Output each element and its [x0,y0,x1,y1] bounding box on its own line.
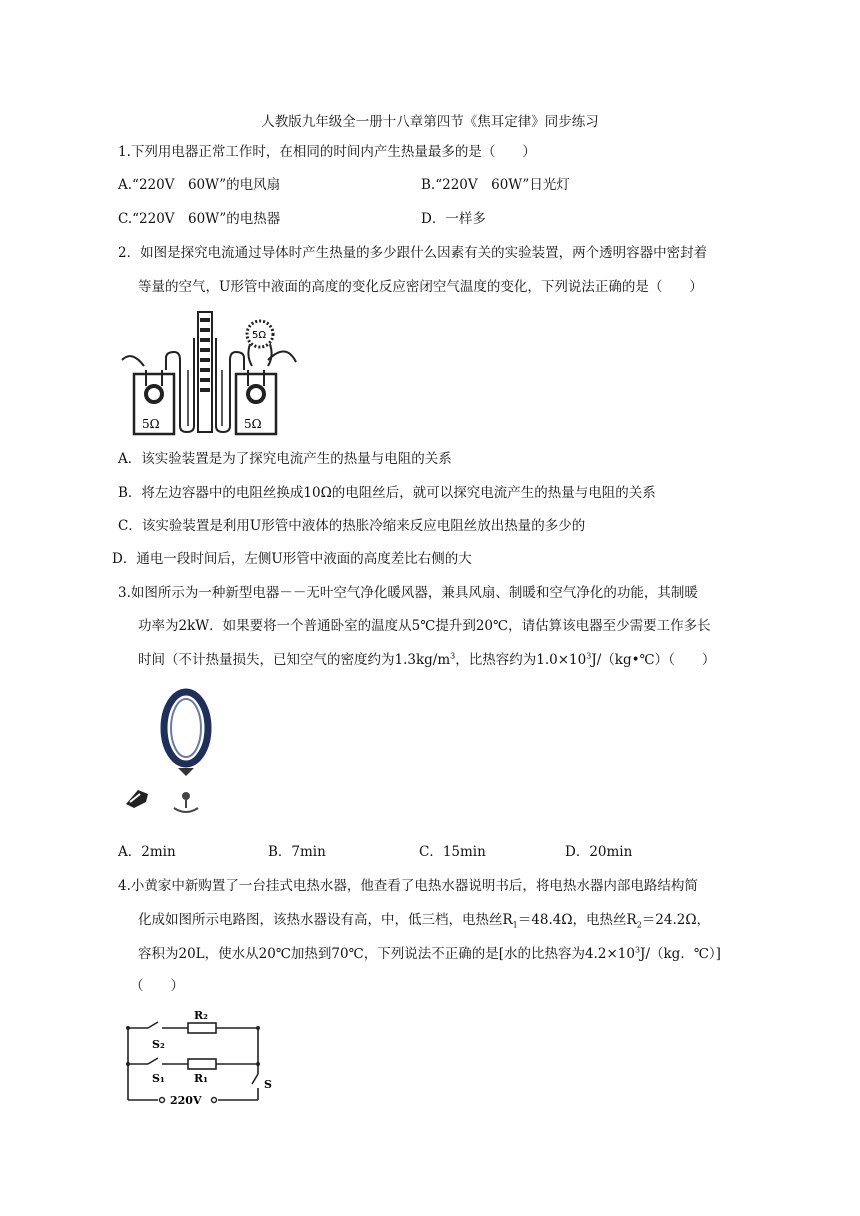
q4-line3-sup: 3 [634,945,641,955]
right-resistor-label: 5Ω [244,417,262,431]
left-resistor-label: 5Ω [142,417,160,431]
left-resistor-coil [146,386,162,402]
q3-option-a: A．2min [118,844,176,860]
terminal-right [212,1098,217,1103]
q1-stem: 1.下列用电器正常工作时，在相同的时间内产生热量最多的是（ ） [118,144,536,160]
q3-option-d: D．20min [565,844,633,860]
q1-option-b: B.“220V 60W”日光灯 [421,177,570,193]
q3-option-b: B．7min [268,844,326,860]
q4-line2-part3: ＝24.2Ω， [641,912,711,928]
q3-line1: 3.如图所示为一种新型电器－－无叶空气净化暖风器，兼具风扇、制暖和空气净化的功能，其制暖 [118,585,698,601]
r1-resistor [188,1059,216,1069]
joule-experiment-figure [118,308,308,438]
q3-line2: 功率为2kW．如果要将一个普通卧室的温度从5℃提升到20℃，请估算该电器至少需要工作多长 [138,618,711,634]
q3-line3-part2: ，比热容约为1.0×10 [455,652,587,668]
r2-resistor [188,1023,216,1033]
q2-option-a: A．该实验装置是为了探究电流产生的热量与电阻的关系 [118,451,452,467]
q3-line3-sup1: 3 [450,651,456,661]
q4-line2 [138,910,710,930]
voltage-label: 220V [170,1094,202,1107]
q1-option-d: D．一样多 [421,211,486,227]
q4-line3-part2: J/（kg．℃）] [640,946,721,962]
page-title: 人教版九年级全一册十八章第四节《焦耳定律》同步练习 [261,114,599,130]
q4-line1: 4.小黄家中新购置了一台挂式电热水器，他查看了电热水器说明书后，将电热水器内部电路结构简 [118,878,698,894]
water-heater-circuit [118,1008,278,1108]
q2-option-c: C．该实验装置是利用U形管中液体的热胀冷缩来反应电阻丝放出热量的多少的 [118,518,586,534]
external-resistor-label: 5Ω [252,330,267,341]
q2-option-b: B．将左边容器中的电阻丝换成10Ω的电阻丝后，就可以探究电流产生的热量与电阻的关系 [118,485,656,501]
q4-line2-sub1: 1 [512,920,518,930]
q4-line2-sub2: 2 [636,920,642,930]
bladeless-heater-figure [118,686,228,818]
q4-line2-part2: ＝48.4Ω，电热丝R [517,912,637,928]
q4-line3-part1: 容积为20L，使水从20℃加热到70℃，下列说法不正确的是[水的比热容为4.2×10 [138,946,635,962]
q2-stem-line2: 等量的空气，U形管中液面的高度的变化反应密闭空气温度的变化，下列说法正确的是（ ） [138,279,703,295]
q3-line3-part3: J/（kg•℃）（ ） [591,652,716,668]
q4-line2-part1: 化成如图所示电路图，该热水器设有高，中，低三档，电热丝R [138,912,513,928]
q4-line4: （ ） [130,978,184,994]
right-resistor-coil [248,386,264,402]
q1-option-a: A.“220V 60W”的电风扇 [118,177,281,193]
r1-label: R₁ [194,1072,208,1085]
r2-label: R₂ [194,1009,208,1022]
s2-label: S₂ [152,1038,165,1051]
q3-line3-part1: 时间（不计热量损失，已知空气的密度约为1.3kg/m [138,652,451,668]
heater-base [182,792,190,800]
q2-option-d: D．通电一段时间后，左侧U形管中液面的高度差比右侧的大 [112,551,472,567]
s-label: S [264,1078,272,1091]
q4-line3 [138,944,721,964]
remote-control-icon [126,790,148,808]
terminal-left [160,1098,165,1103]
q3-line3-sup2: 3 [586,651,592,661]
q2-stem-line1: 2．如图是探究电流通过导体时产生热量的多少跟什么因素有关的实验装置，两个透明容器中密封着 [118,245,708,261]
s1-label: S₁ [152,1072,165,1085]
q1-option-c: C.“220V 60W”的电热器 [118,211,281,227]
q3-option-c: C．15min [419,844,486,860]
q3-line3 [138,650,715,670]
